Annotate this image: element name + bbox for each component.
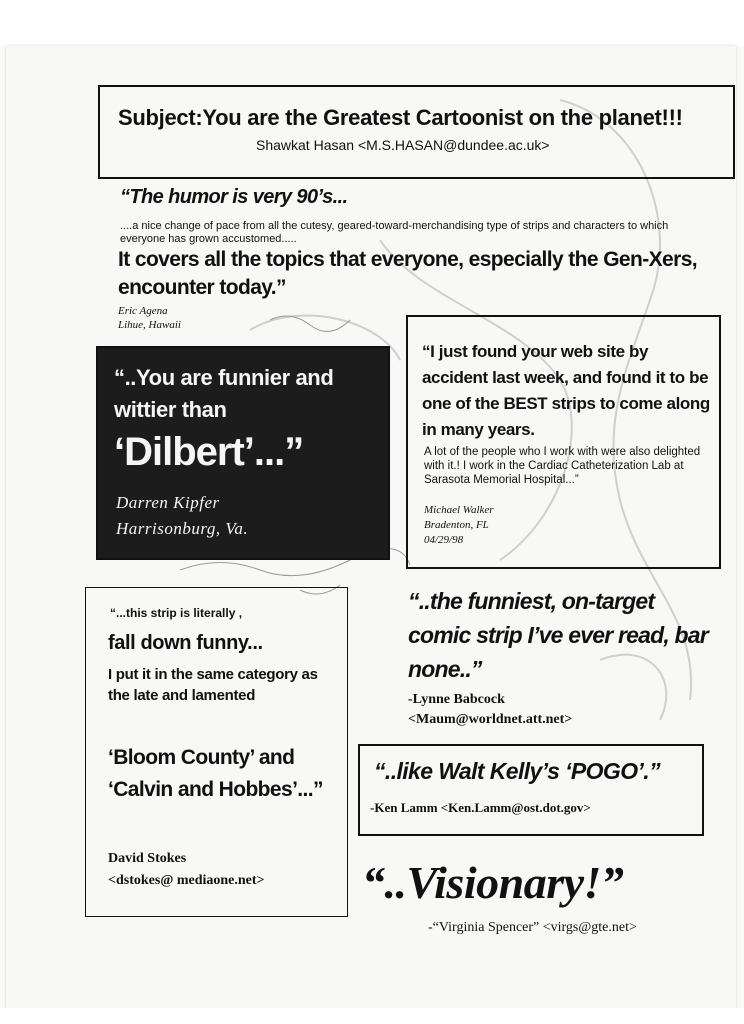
attribution-email: <dstokes@ mediaone.net> <box>108 873 265 888</box>
website-attribution <box>424 503 494 548</box>
website-quote-body: A lot of the people who I work with were also delighted with it.! I work in the Cardiac Catheterization Lab at Sarasota Memorial Hospital...” <box>424 446 701 486</box>
visionary-quote: “..Visionary!” <box>362 857 624 908</box>
visionary-attribution: -“Virginia Spencer” <virgs@gte.net> <box>428 920 637 935</box>
attribution-name: Darren Kipfer <box>116 493 220 512</box>
attribution-name: -Lynne Babcock <box>408 692 505 707</box>
literally-quote-box <box>85 587 348 917</box>
literally-quote-names: ‘Bloom County’ and ‘Calvin and Hobbes’...” <box>108 746 323 801</box>
pogo-attribution: -Ken Lamm <Ken.Lamm@ost.dot.gov> <box>370 800 591 815</box>
attribution-name: Eric Agena <box>118 305 168 317</box>
attribution-place: Harrisonburg, Va. <box>116 519 249 538</box>
scan-bottom-margin <box>0 1008 744 1024</box>
literally-attribution <box>108 848 265 892</box>
pogo-quote-box <box>358 744 704 836</box>
attribution-email: <Maum@worldnet.att.net> <box>408 712 573 727</box>
pogo-quote: “..like Walt Kelly’s ‘POGO’.” <box>374 758 660 784</box>
dilbert-attribution <box>116 490 248 542</box>
dilbert-quote-line2: ‘Dilbert’...” <box>114 430 304 474</box>
attribution-name: David Stokes <box>108 851 187 866</box>
quote-90s-headline: “The humor is very 90’s... <box>120 186 348 208</box>
subject-from: Shawkat Hasan <M.S.HASAN@dundee.ac.uk> <box>256 137 550 153</box>
attribution-place: Bradenton, FL <box>424 519 489 531</box>
attribution-place: Lihue, Hawaii <box>118 319 181 331</box>
dilbert-quote-line1: “..You are funnier and wittier than <box>114 365 334 422</box>
literally-quote-big: fall down funny... <box>108 632 263 654</box>
attribution-date: 04/29/98 <box>424 534 464 546</box>
website-quote-big: “I just found your web site by accident last week, and found it to be one of the BEST strips to come along in many years. <box>422 342 710 439</box>
funniest-attribution <box>408 690 572 730</box>
quote-90s-big: It covers all the topics that everyone, especially the Gen-Xers, encounter today.” <box>118 248 698 299</box>
literally-quote-mid: I put it in the same category as the late and lamented <box>108 666 318 704</box>
quote-90s-body: ....a nice change of pace from all the cutesy, geared-toward-merchandising type of strips and characters to which everyone has grown accustomed..... <box>120 220 669 245</box>
website-quote-box <box>406 315 721 569</box>
attribution-name: Michael Walker <box>424 504 494 516</box>
literally-quote-small: “...this strip is literally , <box>110 606 243 620</box>
quote-90s-attribution <box>118 304 181 332</box>
funniest-quote: “..the funniest, on-target comic strip I’ve ever read, bar none..” <box>408 588 708 682</box>
dilbert-quote-box <box>96 346 390 560</box>
subject-box <box>98 85 735 179</box>
subject-title: Subject:You are the Greatest Cartoonist on the planet!!! <box>118 105 683 130</box>
